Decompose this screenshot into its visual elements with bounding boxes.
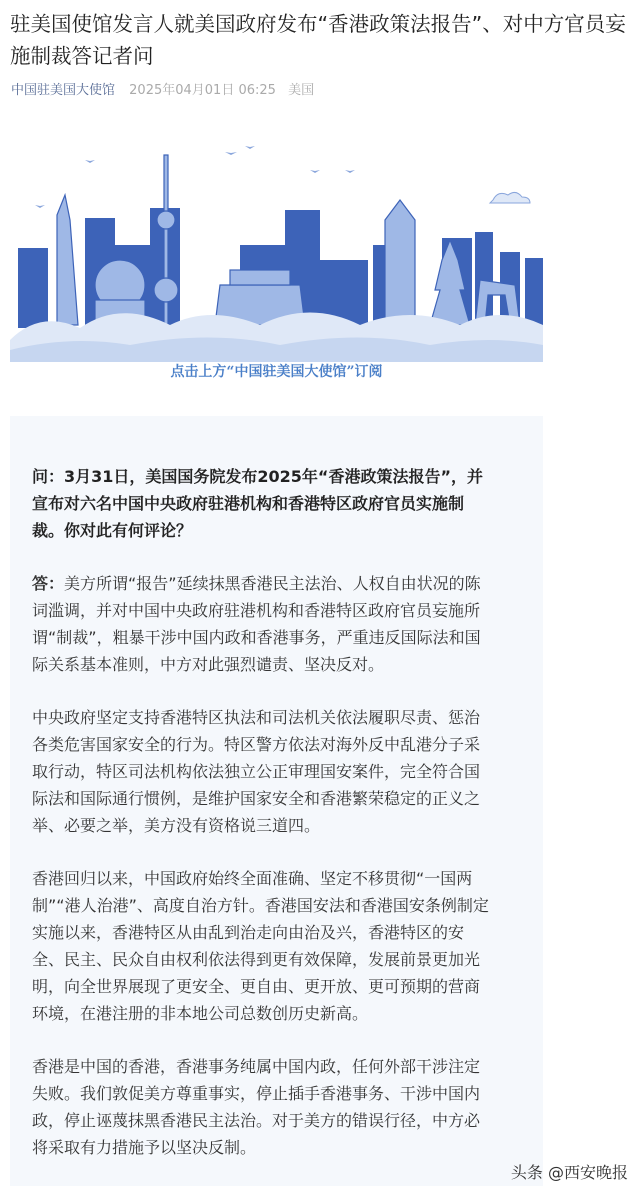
- answer-text: 美方所谓“报告”延续抹黑香港民主法治、人权自由状况的陈词滥调，并对中国中央政府驻港机构和香港特区政府官员妄施所谓“制裁”，粗暴干涉中国内政和香港事务，严重违反国际法和国际关系基本准则，中方对此强烈谴责、坚决反对。: [32, 574, 481, 674]
- article-meta: [11, 79, 322, 98]
- subscribe-caption: 点击上方“中国驻美国大使馆”订阅: [170, 364, 383, 380]
- article-content: [32, 463, 490, 1187]
- watermark: 头条 @西安晚报: [510, 1163, 628, 1182]
- question-paragraph: 问：3月31日，美国国务院发布2025年“香港政策法报告”，并宣布对六名中国中央政府驻港机构和香港特区政府官员实施制裁。你对此有何评论？: [32, 467, 483, 540]
- source-link[interactable]: 中国驻美国大使馆: [11, 83, 116, 98]
- body-paragraph: 中央政府坚定支持香港特区执法和司法机关依法履职尽责、惩治各类危害国家安全的行为。特区警方依法对海外反中乱港分子采取行动，特区司法机构依法独立公正审理国安案件，完全符合国际法和国际通行惯例，是维护国家安全和香港繁荣稳定的正义之举、必要之举，美方没有资格说三道四。: [32, 708, 481, 835]
- publish-time: 2025年04月01日 06:25: [129, 83, 276, 98]
- location: 美国: [288, 83, 315, 98]
- skyline-banner-image: [10, 140, 543, 362]
- body-paragraph: 香港回归以来，中国政府始终全面准确、坚定不移贯彻“一国两制”“港人治港”、高度自治方针。香港国安法和香港国安条例制定实施以来，香港特区从由乱到治走向由治及兴，香港特区的安全、民主、民众自由权利依法得到更有效保障，发展前景更加光明，向全世界展现了更安全、更自由、更开放、更可预期的营商环境，在港注册的非本地公司总数创历史新高。: [32, 869, 489, 1023]
- body-paragraph: 香港是中国的香港，香港事务纯属中国内政，任何外部干涉注定失败。我们敦促美方尊重事实，停止插手香港事务、干涉中国内政，停止诬蔑抹黑香港民主法治。对于美方的错误行径，中方必将采取有力措施予以坚决反制。: [32, 1057, 481, 1157]
- article-title: 驻美国使馆发言人就美国政府发布“香港政策法报告”、对中方官员妄施制裁答记者问: [10, 12, 626, 68]
- answer-paragraph: [32, 570, 490, 678]
- birds-icon: [35, 146, 355, 208]
- answer-label: 答：: [32, 574, 65, 593]
